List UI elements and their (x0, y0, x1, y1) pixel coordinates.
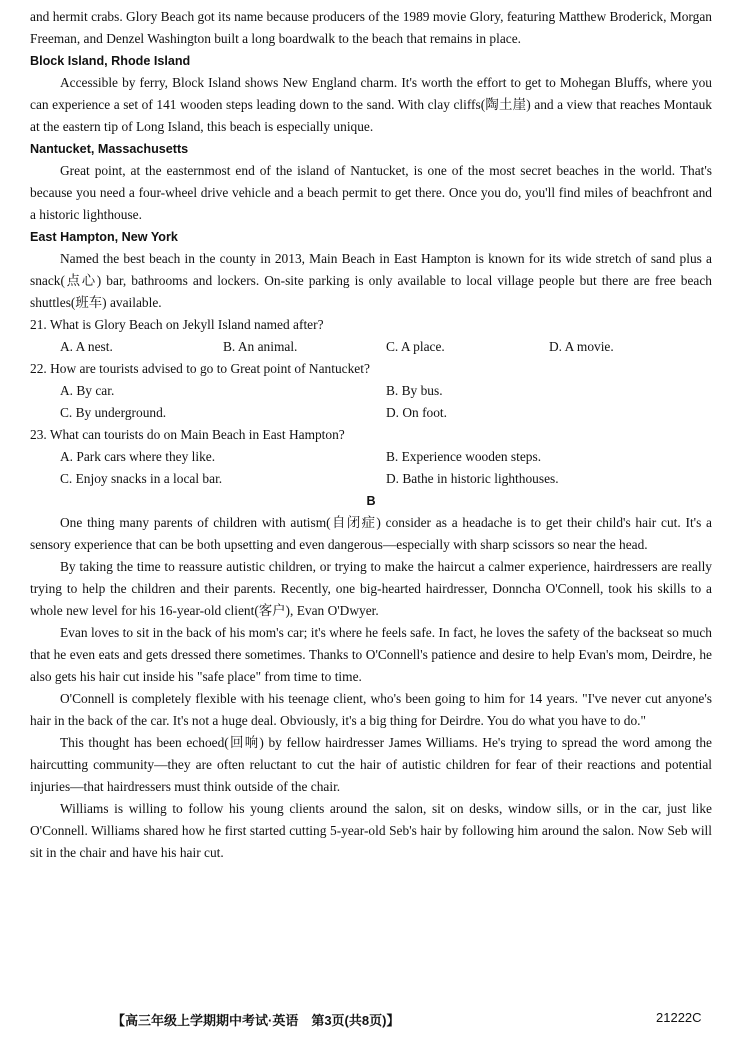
heading-nantucket: Nantucket, Massachusetts (30, 142, 189, 156)
option-c: C. By underground. (60, 405, 167, 420)
heading-block-island: Block Island, Rhode Island (30, 54, 191, 68)
paragraph-b6: Williams is willing to follow his young clients around the salon, sit on desks, window sills, or in the car, just like O'Connell. Williams shared how he first started cutting 5-year-old Seb's hair by following him around the salon. Now Seb will sit in the chair and have his hair cut. (30, 801, 712, 860)
footer-code: 21222C (656, 1010, 702, 1025)
section-b-label: B (366, 494, 376, 508)
paragraph-b3: Evan loves to sit in the back of his mom's car; it's where he feels safe. In fact, he loves the safety of the backseat so much that he even eats and gets dressed there sometimes. Thanks to O'Connell's patience and desire to help Evan's mom, Deirdre, he also gets his hair cut inside his "safe place" from time to time. (30, 625, 712, 684)
paragraph-block-island: Accessible by ferry, Block Island shows New England charm. It's worth the effort to get to Mohegan Bluffs, where you can experience a set of 141 wooden steps leading down to the sand. With clay cliffs(陶土崖) and a view that reaches Montauk at the eastern tip of Long Island, this beach is especially unique. (30, 75, 712, 134)
option-d: D. On foot. (386, 405, 447, 420)
question-23-options-row1 (30, 446, 712, 468)
question-23-options-row2 (30, 468, 712, 490)
option-d: D. A movie. (549, 339, 614, 354)
exam-page (30, 6, 712, 864)
question-23: 23. What can tourists do on Main Beach in East Hampton? (30, 427, 345, 442)
paragraph-nantucket: Great point, at the easternmost end of the island of Nantucket, is one of the most secret beaches in the world. That's because you need a four-wheel drive vehicle and a beach permit to get there. Once you do, you'll find miles of beachfront and a historic lighthouse. (30, 163, 712, 222)
question-21: 21. What is Glory Beach on Jekyll Island named after? (30, 317, 324, 332)
footer-title: 【高三年级上学期期中考试·英语 第3页(共8页)】 (112, 1013, 400, 1028)
heading-east-hampton: East Hampton, New York (30, 230, 178, 244)
question-21-options (30, 336, 712, 358)
question-22: 22. How are tourists advised to go to Great point of Nantucket? (30, 361, 370, 376)
option-a: A. By car. (60, 383, 115, 398)
paragraph-b2: By taking the time to reassure autistic children, or trying to make the haircut a calmer experience, hairdressers are really trying to help the children and their parents. Recently, one big-hearted hairdresser, Donncha O'Connell, took his skills to a whole new level for his 16-year-old client(客户), Evan O'Dwyer. (30, 559, 712, 618)
paragraph-b1: One thing many parents of children with autism(自闭症) consider as a headache is to get their child's hair cut. It's a sensory experience that can be both upsetting and even dangerous—especially with sharp scissors so near the head. (30, 515, 712, 552)
option-a: A. Park cars where they like. (60, 449, 216, 464)
paragraph-b5: This thought has been echoed(回响) by fellow hairdresser James Williams. He's trying to spread the word among the haircutting community—they are often reluctant to cut the hair of autistic children for fear of their reactions and potential injuries—that hairdressers must think outside of the chair. (30, 735, 712, 794)
option-a: A. A nest. (60, 339, 113, 354)
paragraph-glory-beach-end: and hermit crabs. Glory Beach got its name because producers of the 1989 movie Glory, featuring Matthew Broderick, Morgan Freeman, and Denzel Washington built a long boardwalk to the beach that remains in place. (30, 9, 712, 46)
option-c: C. Enjoy snacks in a local bar. (60, 471, 223, 486)
option-d: D. Bathe in historic lighthouses. (386, 471, 559, 486)
paragraph-east-hampton: Named the best beach in the county in 2013, Main Beach in East Hampton is known for its wide stretch of sand plus a snack(点心) bar, bathrooms and lockers. On-site parking is only available to local village people but there are free beach shuttles(班车) available. (30, 251, 712, 310)
paragraph-b4: O'Connell is completely flexible with his teenage client, who's been going to him for 14 years. "I've never cut anyone's hair in the back of the car. It's not a huge deal. Obviously, it's a big thing for Deirdre. You do what you have to do." (30, 691, 712, 728)
question-22-options-row2 (30, 402, 712, 424)
option-c: C. A place. (386, 339, 445, 354)
option-b: B. By bus. (386, 383, 443, 398)
question-22-options-row1 (30, 380, 712, 402)
option-b: B. An animal. (223, 339, 298, 354)
option-b: B. Experience wooden steps. (386, 449, 542, 464)
